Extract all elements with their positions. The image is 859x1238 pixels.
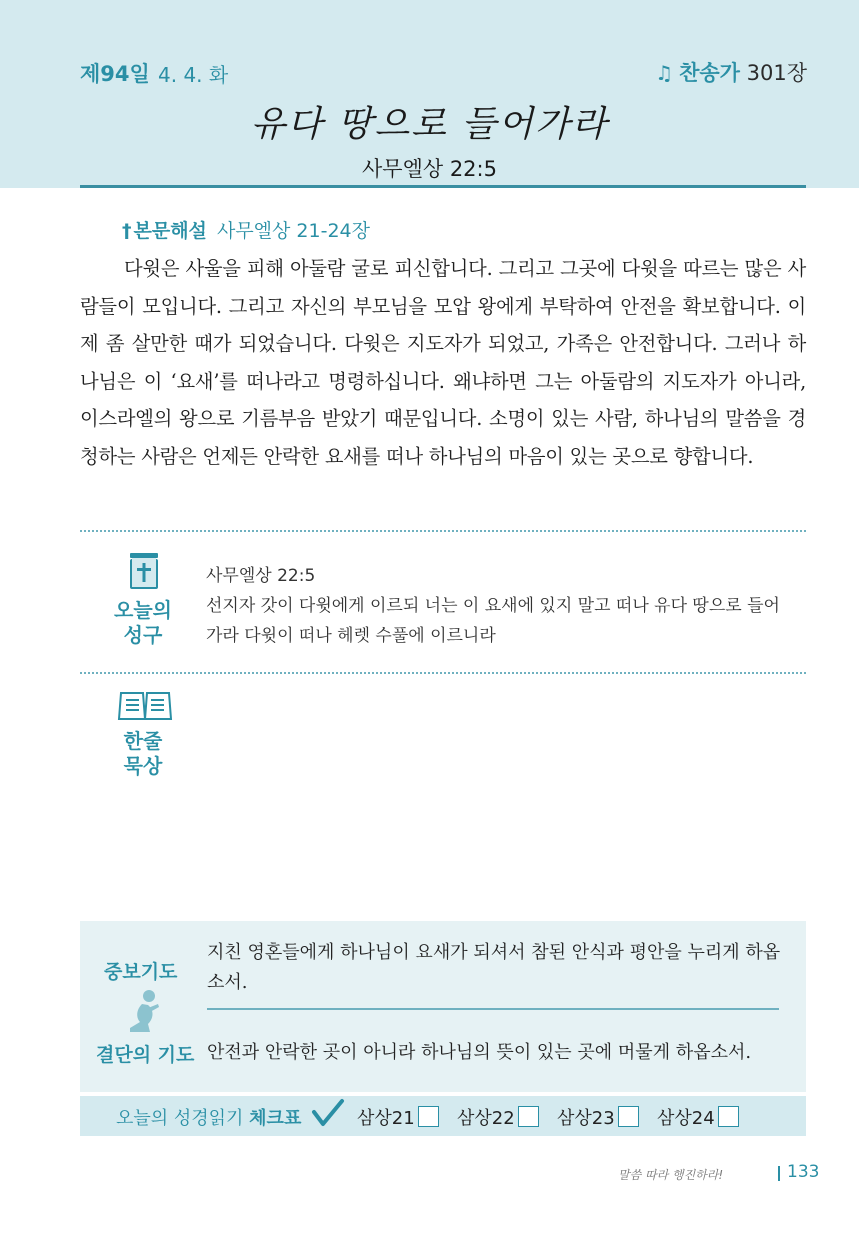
footer-motto: 말씀 따라 행진하라! (618, 1168, 724, 1182)
day-label: 제94일 (80, 62, 150, 86)
checkbox[interactable] (618, 1106, 639, 1127)
checklist-item[interactable] (557, 1104, 639, 1130)
checklist-item[interactable] (657, 1104, 739, 1130)
day-date: 4. 4. 화 (158, 63, 229, 87)
meditation-label-line2: 묵상 (123, 754, 163, 778)
section-divider (80, 530, 806, 532)
bible-icon (129, 552, 159, 590)
checklist-item-label: 삼상24 (657, 1108, 715, 1129)
verse-reference: 사무엘상 22:5 (206, 566, 316, 586)
checklist-item-label: 삼상23 (557, 1108, 615, 1129)
checklist-title (116, 1104, 301, 1130)
cross-icon: † (122, 220, 132, 242)
section-divider (80, 672, 806, 674)
checkmark-icon (311, 1098, 345, 1128)
page-number: 133 (787, 1162, 820, 1182)
checkbox[interactable] (418, 1106, 439, 1127)
praying-person-icon (124, 988, 164, 1034)
checkbox[interactable] (518, 1106, 539, 1127)
commentary-range: 사무엘상 21-24장 (216, 220, 370, 242)
footer-separator (778, 1166, 780, 1181)
music-note-icon: ♫ (655, 61, 674, 85)
hymn-info (655, 57, 807, 87)
resolution-text: 안전과 안락한 곳이 아니라 하나님의 뜻이 있는 곳에 머물게 하옵소서. (207, 1042, 752, 1063)
intercession-text: 지친 영혼들에게 하나님이 요새가 되셔서 참된 안식과 평안을 누리게 하옵소서. (207, 942, 781, 993)
header-divider (80, 185, 806, 188)
checklist-item[interactable] (357, 1104, 439, 1130)
checklist-title-bold: 체크표 (249, 1108, 302, 1129)
checkbox[interactable] (718, 1106, 739, 1127)
scripture-reference: 사무엘상 22:5 (362, 157, 497, 181)
commentary-label: 본문해설 (133, 220, 207, 242)
checklist-title-regular: 오늘의 성경읽기 (116, 1108, 244, 1129)
prayer-divider (207, 1008, 779, 1010)
verse-text: 선지자 갓이 다윗에게 이르되 너는 이 요새에 있지 말고 떠나 유다 땅으로 들어가라 다윗이 떠나 헤렛 수풀에 이르니라 (206, 596, 780, 646)
open-book-icon (117, 689, 173, 723)
todays-verse-label (98, 598, 188, 648)
commentary-heading (122, 216, 370, 243)
commentary-body: 다윗은 사울을 피해 아둘람 굴로 피신합니다. 그리고 그곳에 다윗을 따르는 많은 사람들이 모입니다. 그리고 자신의 부모님을 모압 왕에게 부탁하여 안전을 확보합니다. 이제 좀 살만한 때가 되었습니다. 다윗은 지도자가 되었고, 가족은 안전합니다. 그러나 하나님은 이 ‘요새’를 떠나라고 명령하십니다. 왜냐하면 그는 아둘람의 지도자가 아니라, 이스라엘의 왕으로 기름부음 받았기 때문입니다. 소명이 있는 사람, 하나님의 말씀을 경청하는 사람은 언제든 안락한 요새를 떠나 하나님의 마음이 있는 곳으로 향합니다. (80, 257, 806, 468)
hymn-label: 찬송가 (679, 61, 740, 85)
todays-verse-label-line2: 성구 (123, 623, 163, 647)
checklist-item[interactable] (457, 1104, 539, 1130)
hymn-number: 301장 (746, 61, 807, 85)
checklist-item-label: 삼상21 (357, 1108, 415, 1129)
todays-verse-label-line1: 오늘의 (114, 598, 172, 622)
meditation-label-line1: 한줄 (123, 729, 163, 753)
checklist-item-label: 삼상22 (457, 1108, 515, 1129)
intercession-label: 중보기도 (104, 961, 178, 983)
resolution-label: 결단의 기도 (96, 1044, 195, 1066)
meditation-label (98, 729, 188, 779)
page-title: 유다 땅으로 들어가라 (250, 104, 609, 145)
